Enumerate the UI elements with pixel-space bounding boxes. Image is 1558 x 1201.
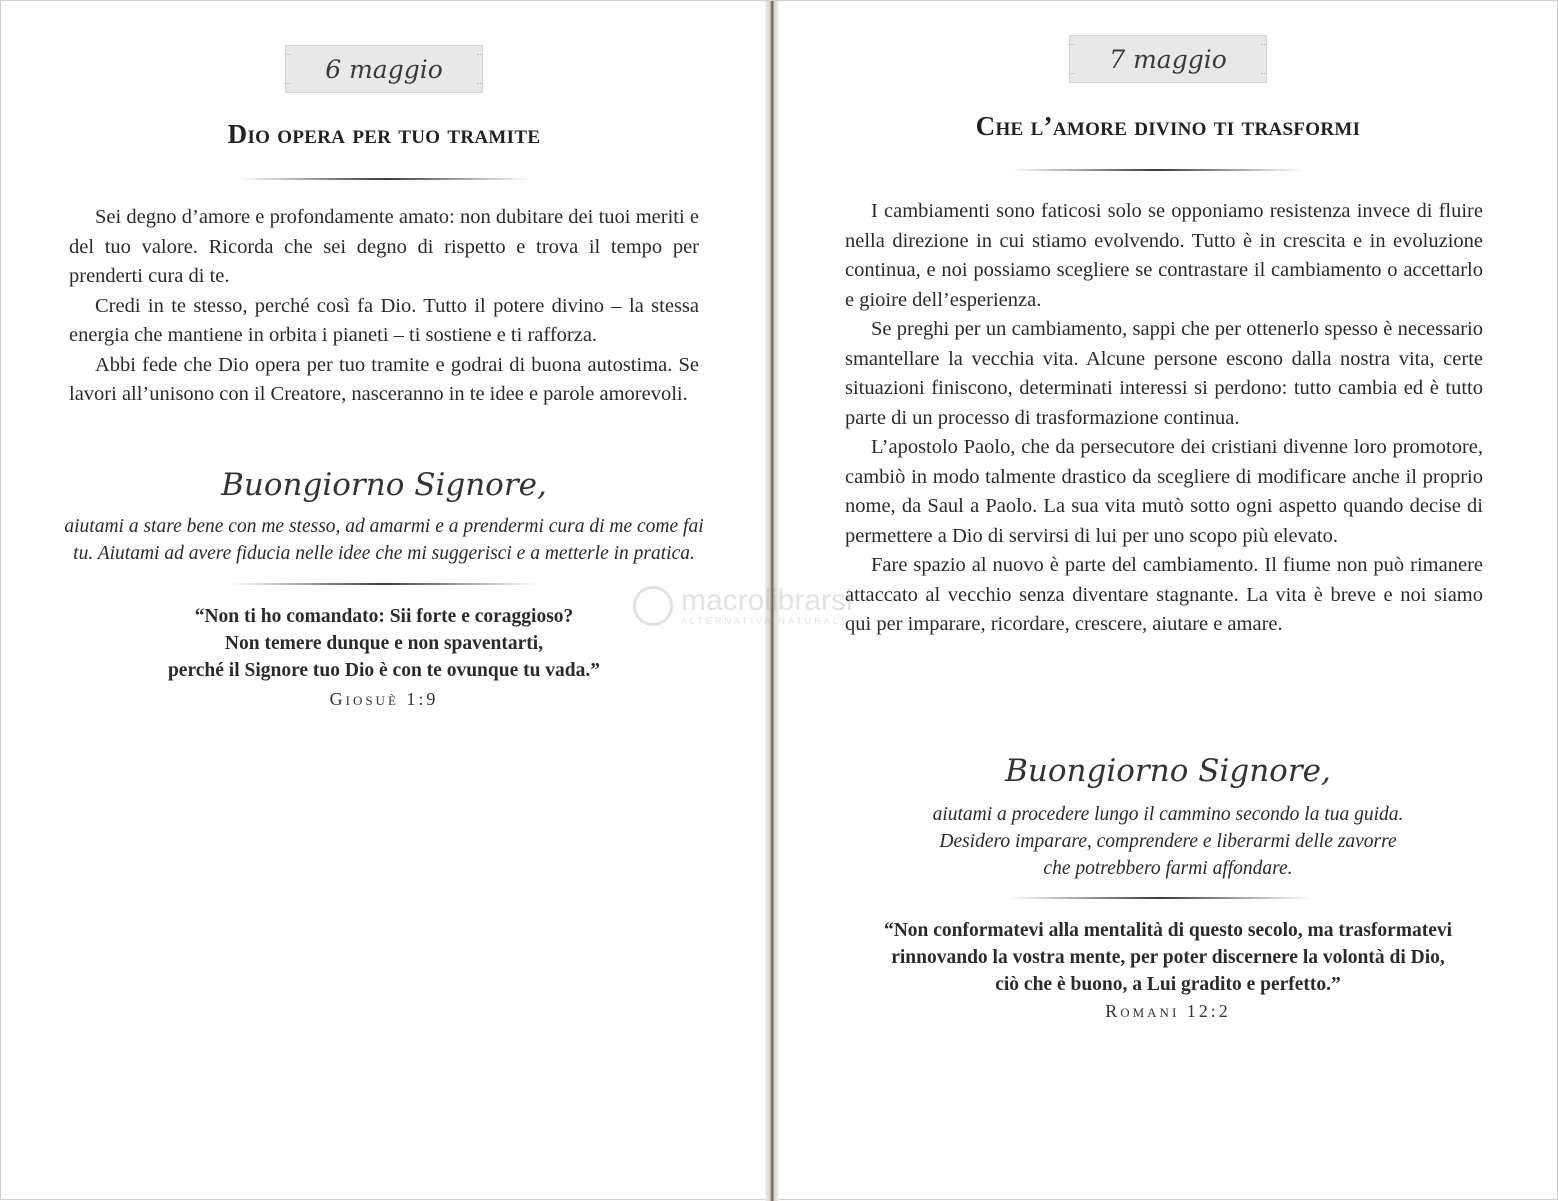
prayer-divider	[1009, 897, 1311, 899]
greeting: Buongiorno Signore,	[1005, 753, 1331, 789]
scripture-quote	[1, 603, 767, 684]
page-title: Che l’amore divino ti trasformi	[975, 111, 1361, 141]
quote-line: “Non ti ho comandato: Sii forte e coraggioso?	[194, 606, 574, 627]
paragraph: Sei degno d’amore e profondamente amato: non dubitare dei tuoi meriti e del tuo valore. Ricorda che sei degno di rispetto e trova il tempo per prenderti cura di te.	[69, 206, 699, 287]
paragraph: Se preghi per un cambiamento, sappi che per ottenerlo spesso è necessario smantellare la vecchia vita. Alcune persone escono dalla nostra vita, certe situazioni finiscono, determinati interessi si perdono: tutto cambia ed è tutto parte di un processo di trasformazione continua.	[845, 318, 1483, 429]
paragraph: Abbi fede che Dio opera per tuo tramite e godrai di buona autostima. Se lavori all’unisono con il Creatore, nasceranno in te idee e parole amorevoli.	[69, 353, 699, 405]
title-divider	[1011, 169, 1303, 171]
paragraph: I cambiamenti sono faticosi solo se opponiamo resistenza invece di fluire nella direzione in cui stiamo evolvendo. Tutto è in crescita e in evoluzione continua, e noi possiamo scegliere se contrastare il cambiamento o accettarlo e gioire dell’esperienza.	[845, 200, 1483, 311]
quote-line: perché il Signore tuo Dio è con te ovunque tu vada.”	[167, 660, 601, 681]
prayer-line: aiutami a stare bene con me stesso, ad amarmi e a prendermi cura di me come fai	[64, 516, 704, 537]
body-text	[69, 203, 699, 410]
prayer-line: che potrebbero farmi affondare.	[1043, 858, 1293, 879]
left-page	[1, 1, 767, 1201]
paragraph: Credi in te stesso, perché così fa Dio. Tutto il potere divino – la stessa energia che mantiene in orbita i pianeti – ti sostiene e ti rafforza.	[69, 294, 699, 346]
prayer	[1, 513, 767, 567]
scripture-reference: Giosuè 1:9	[329, 689, 439, 709]
prayer-line: aiutami a procedere lungo il cammino secondo la tua guida.	[932, 804, 1404, 825]
prayer-line: tu. Aiutami ad avere fiducia nelle idee che mi suggerisci e a metterle in pratica.	[73, 543, 695, 564]
date-label: 6 maggio	[325, 54, 443, 84]
right-page	[777, 1, 1558, 1201]
date-tag	[1069, 35, 1267, 83]
quote-line: Non temere dunque e non spaventarti,	[224, 633, 544, 654]
page-title: Dio opera per tuo tramite	[227, 119, 541, 149]
quote-line: rinnovando la vostra mente, per poter discernere la volontà di Dio,	[891, 947, 1445, 968]
date-label: 7 maggio	[1109, 44, 1227, 74]
greeting: Buongiorno Signore,	[221, 467, 547, 503]
date-tag	[285, 45, 483, 93]
scripture-quote	[777, 917, 1558, 998]
prayer-line: Desidero imparare, comprendere e liberarmi delle zavorre	[939, 831, 1397, 852]
watermark-tagline: ALTERNATIVA NATURALE	[681, 616, 850, 626]
paragraph: L’apostolo Paolo, che da persecutore dei cristiani divenne loro promotore, cambiò in modo talmente drastico da scegliere di modificare anche il proprio nome, da Saul a Paolo. La sua vita mutò sotto ogni aspetto quando decise di permettere a Dio di servirsi di lui per uno scopo più elevato.	[845, 436, 1483, 547]
prayer	[777, 801, 1558, 882]
prayer-divider	[231, 583, 537, 585]
title-divider	[239, 178, 531, 180]
paragraph: Fare spazio al nuovo è parte del cambiamento. Il fiume non può rimanere attaccato al vecchio senza diventare stagnante. La vita è breve e noi siamo qui per imparare, ricordare, crescere, aiutare e amare.	[845, 554, 1483, 635]
scripture-reference: Romani 12:2	[1105, 1001, 1231, 1021]
quote-line: “Non conformatevi alla mentalità di questo secolo, ma trasformatevi	[883, 920, 1453, 941]
quote-line: ciò che è buono, a Lui gradito e perfetto.”	[995, 974, 1341, 995]
watermark-name: macrolibrarsi	[681, 584, 853, 617]
body-text	[845, 197, 1483, 640]
